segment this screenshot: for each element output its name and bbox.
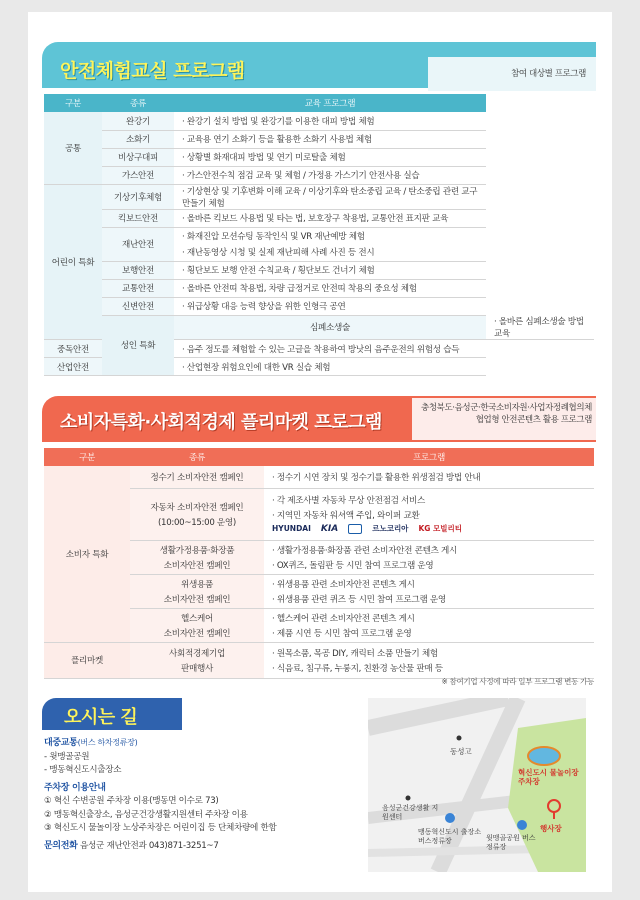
group-label: 성인 특화: [102, 315, 174, 376]
desc-line: · 원목소품, 목공 DIY, 캐릭터 소품 만들기 체험: [272, 648, 438, 659]
contact-value: 음성군 재난안전과 043)871-3251~7: [80, 840, 219, 851]
hyundai-logo: HYUNDAI: [272, 524, 311, 533]
desc-line: · 지역민 자동차 워셔액 주입, 와이퍼 교환: [272, 511, 420, 521]
desc-cell: [264, 642, 594, 678]
kind-cell: [130, 574, 264, 608]
kind-line: 자동차 소비자안전 캠페인: [150, 502, 244, 513]
desc-line: · 생활가정용품·화장품 관련 소비자안전 콘텐츠 게시: [272, 545, 458, 556]
header-kind: 종류: [102, 94, 174, 112]
kind-cell: 중독안전: [44, 340, 102, 358]
header-category: 구분: [44, 94, 102, 112]
kind-cell: 소화기: [102, 130, 174, 148]
table-row: [44, 130, 594, 148]
desc-cell: · 올바른 킥보드 사용법 및 타는 법, 보호장구 착용법, 교통안전 표지판 교육: [174, 209, 486, 227]
bus-stop: - 맹동혁신도시출장소: [44, 765, 122, 775]
desc-cell: · 가스안전수칙 점검 교육 및 체험 / 가정용 가스기기 안전사용 실습: [174, 166, 486, 184]
parking-item: ③ 혁신도시 물놀이장 노상주차장은 어린이집 등 단체차량에 한함: [44, 823, 277, 833]
kind-line: 소비자안전 캠페인: [163, 594, 231, 605]
desc-cell: · 산업현장 위험요인에 대한 VR 실습 체험: [174, 358, 486, 376]
map-label-parking: 혁신도시 물놀이장 주차장: [518, 768, 579, 786]
kind-cell: [130, 642, 264, 678]
contact-line: [44, 840, 276, 854]
kind-line: 사회적경제기업: [168, 648, 225, 659]
kind-cell: 보행안전: [102, 261, 174, 279]
desc-line: · 위생용품 관련 퀴즈 등 시민 참여 프로그램 운영: [272, 594, 446, 605]
safety-program-table: [44, 94, 594, 376]
kind-cell: 재난안전: [102, 227, 174, 261]
map-label-bus-stop-1: 맹동혁신도시 출장소 버스정류장: [418, 828, 482, 845]
table-row: [44, 279, 594, 297]
group-label: 공통: [44, 112, 102, 184]
transit-sub: (버스 하차정류장): [77, 738, 138, 747]
desc-cell: [264, 488, 594, 540]
kg-mobility-logo: KG 모빌리티: [418, 524, 462, 533]
table-row: [44, 227, 594, 261]
group-label: 어린이 특화: [44, 184, 102, 340]
renault-logo: 르노코리아: [372, 524, 409, 533]
desc-cell: · 완강기 설치 방법 및 완강기를 이용한 대피 방법 체험: [174, 112, 486, 130]
group-label: 소비자 특화: [44, 466, 130, 642]
group-label: 플리마켓: [44, 642, 130, 678]
table-row: [44, 261, 594, 279]
desc-cell: [264, 574, 594, 608]
consumer-program-table: [44, 448, 594, 679]
kind-cell: 심폐소생술: [174, 315, 486, 340]
desc-cell: · 위급상황 대응 능력 향상을 위한 인형극 공연: [174, 297, 486, 315]
map-label-health-center: 음성군건강생활 지원센터: [382, 804, 439, 821]
gm-logo-icon: [348, 524, 362, 534]
desc-cell: · 정수기 시연 장치 및 정수기를 활용한 위생점검 방법 안내: [264, 466, 594, 488]
desc-line: · 식음료, 침구류, 누룽지, 친환경 농산물 판매 등: [272, 663, 443, 674]
kind-line: 판매행사: [180, 663, 213, 674]
kind-cell: 비상구대피: [102, 148, 174, 166]
map-label-bus-stop-2: 윗맹골공원 버스정류장: [486, 834, 536, 851]
table-row: [44, 112, 594, 130]
flyer-page: [28, 12, 612, 892]
table-row: [44, 642, 594, 678]
desc-line: · 헬스케어 관련 소비자안전 콘텐츠 게시: [272, 613, 415, 624]
section2-subtitle-line1: 충청북도·음성군·한국소비자원·사업자정례협의체: [421, 403, 592, 413]
table-row: [44, 297, 594, 315]
kind-cell: 교통안전: [102, 279, 174, 297]
desc-line: · 각 제조사별 자동차 무상 안전점검 서비스: [272, 496, 426, 506]
section1-subtitle: 참여 대상별 프로그램: [511, 69, 586, 79]
desc-line: · 위생용품 관련 소비자안전 콘텐츠 게시: [272, 579, 415, 590]
bus-stop: - 윗맹골공원: [44, 751, 90, 762]
table-row: [44, 315, 594, 340]
desc-cell: · 기상현상 및 기후변화 이해 교육 / 이상기후와 탄소중립 교육 / 탄소중립 관련 교구 만들기 체험: [174, 184, 486, 209]
header-category: 구분: [44, 448, 130, 466]
table-header-row: [44, 94, 594, 112]
kind-line: 소비자안전 캠페인: [163, 628, 231, 639]
map-label-school: 동성고: [450, 747, 472, 756]
map-label-venue: 행사장: [540, 824, 562, 833]
kind-line: 소비자안전 캠페인: [163, 560, 231, 571]
table-row: [44, 184, 594, 209]
desc-cell: · 횡단보도 보행 안전 수칙교육 / 횡단보도 건너기 체험: [174, 261, 486, 279]
kind-line: 위생용품: [180, 579, 213, 590]
kind-cell: 기상기후체험: [102, 184, 174, 209]
section2-title: 소비자특화·사회적경제 플리마켓 프로그램: [60, 412, 382, 433]
kind-line: (10:00~15:00 운영): [158, 517, 236, 528]
table-row: [44, 166, 594, 184]
transit-heading: [44, 736, 276, 751]
parking-item: ② 맹동혁신출장소, 음성군건강생활지원센터 주차장 이용: [44, 809, 248, 820]
parking-heading: 주차장 이용안내: [44, 782, 106, 793]
desc-cell: · 음주 정도를 체험할 수 있는 고글을 착용하여 방낫의 음주운전의 위험성 습득: [174, 340, 486, 358]
kind-cell: 신변안전: [102, 297, 174, 315]
desc-cell: · 올바른 안전띠 착용법, 차량 급정거로 안전띠 착용의 중요성 체험: [174, 279, 486, 297]
kind-cell: [130, 488, 264, 540]
directions-title: 오시는 길: [64, 707, 138, 728]
section2-subtitle-line2: 협업형 안전콘텐츠 활용 프로그램: [475, 415, 592, 425]
desc-cell: [174, 227, 486, 261]
desc-cell: [264, 540, 594, 574]
section2-subtitle: [416, 402, 592, 426]
desc-line: · 제품 시연 등 시민 참여 프로그램 운영: [272, 628, 412, 639]
table-row: [44, 148, 594, 166]
transit-label: 대중교통: [44, 738, 78, 748]
desc-line: · 화재진압 모션슈팅 동작인식 및 VR 재난예방 체험: [182, 232, 365, 242]
brand-logos: [272, 523, 590, 534]
desc-line: · 재난동영상 시청 및 실제 재난피해 사례 사진 등 전시: [182, 248, 375, 258]
kind-cell: 정수기 소비자안전 캠페인: [130, 466, 264, 488]
table-row: [44, 209, 594, 227]
kind-cell: [130, 608, 264, 642]
desc-line: · OX퀴즈, 돌림판 등 시민 참여 프로그램 운영: [272, 560, 434, 571]
directions-text: [44, 736, 276, 853]
desc-cell: [264, 608, 594, 642]
kind-cell: 산업안전: [44, 358, 102, 376]
desc-cell: · 올바른 심폐소생술 방법 교육: [486, 315, 594, 340]
header-program: 교육 프로그램: [174, 94, 486, 112]
location-map: [368, 698, 586, 872]
program-change-notice: ※ 참여기업 사정에 따라 일부 프로그램 변동 가능: [441, 677, 594, 686]
header-kind: 종류: [130, 448, 264, 466]
kind-cell: 완강기: [102, 112, 174, 130]
table-row: [44, 466, 594, 488]
kia-logo: KIA: [320, 523, 339, 534]
kind-cell: 가스안전: [102, 166, 174, 184]
kind-cell: [130, 540, 264, 574]
kind-cell: 킥보드안전: [102, 209, 174, 227]
kind-line: 헬스케어: [180, 613, 213, 624]
desc-cell: · 상황별 화재대피 방법 및 연기 미로탈출 체험: [174, 148, 486, 166]
desc-cell: · 교육용 연기 소화기 등을 활용한 소화기 사용법 체험: [174, 130, 486, 148]
parking-item: ① 혁신 수변공원 주차장 이용(맹동면 이수로 73): [44, 796, 219, 806]
contact-label: 문의전화: [44, 840, 78, 851]
section1-title: 안전체험교실 프로그램: [60, 60, 245, 82]
table-header-row: [44, 448, 594, 466]
header-program: 프로그램: [264, 448, 594, 466]
kind-line: 생활가정용품·화장품: [159, 545, 235, 556]
